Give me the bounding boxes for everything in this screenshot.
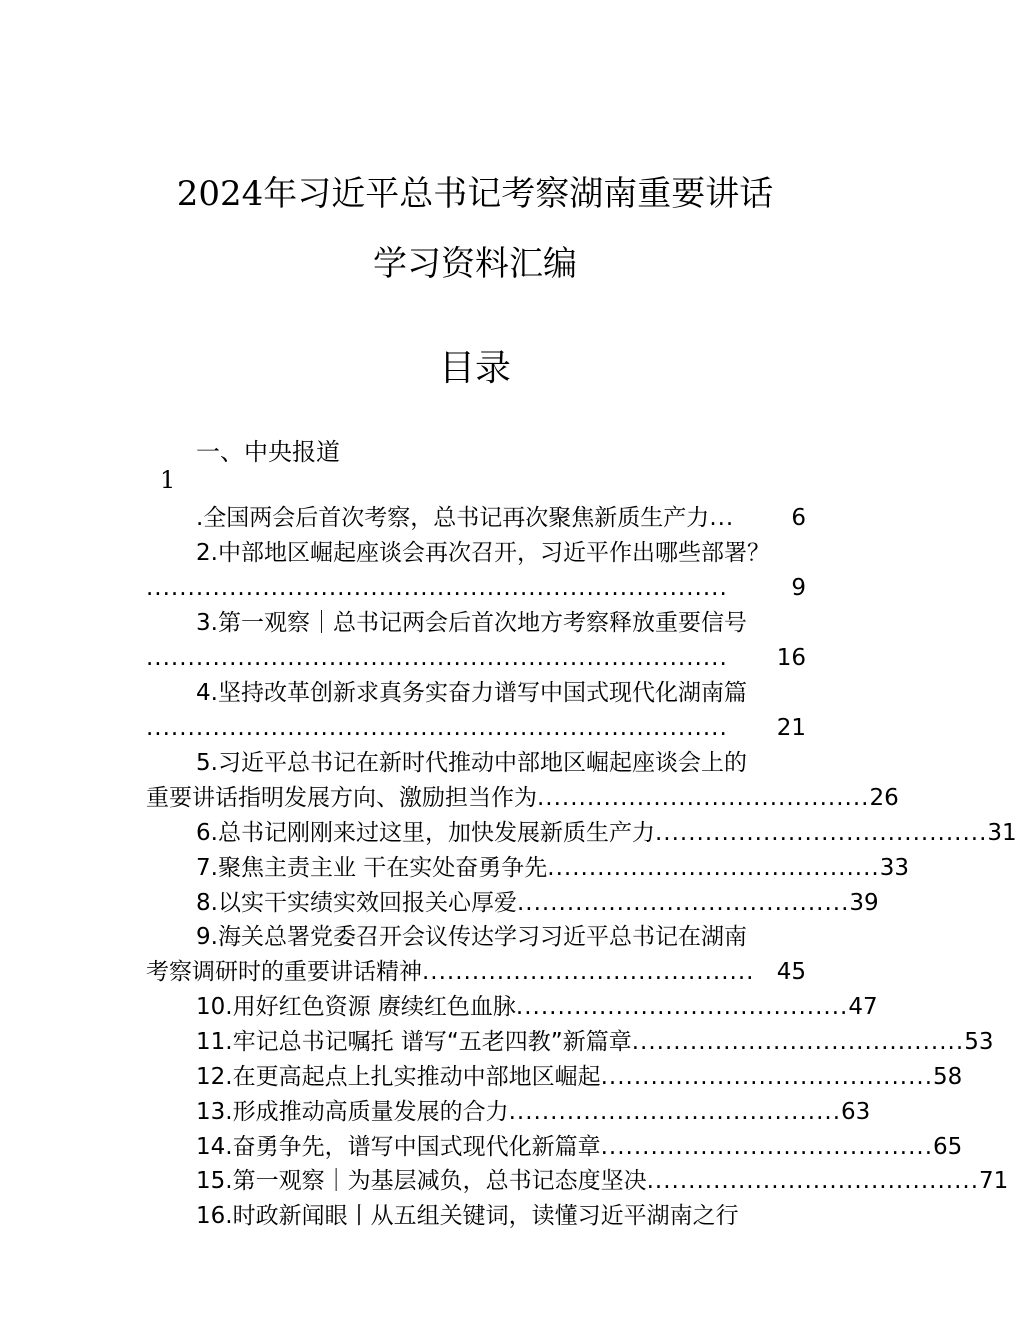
toc-entry-title: 16.时政新闻眼丨从五组关键词，读懂习近平湖南之行 bbox=[196, 1203, 739, 1229]
toc-page-number: 31 bbox=[987, 820, 1017, 846]
toc-entry-15[interactable] bbox=[196, 1164, 1009, 1198]
toc-entry-9-cont[interactable] bbox=[146, 955, 806, 989]
toc-page-number: 16 bbox=[776, 645, 806, 671]
toc-entry-title: 2.中部地区崛起座谈会再次召开，习近平作出哪些部署？ bbox=[196, 540, 770, 566]
toc-entry-title: 6.总书记刚刚来过这里，加快发展新质生产力 bbox=[196, 820, 655, 846]
toc-leader-dots: ...................................................................... bbox=[146, 715, 728, 741]
toc-page-number: 63 bbox=[841, 1099, 871, 1125]
toc-entry-title: 8.以实干实绩实效回报关心厚爱 bbox=[196, 890, 517, 916]
toc-entry-title: 13.形成推动高质量发展的合力 bbox=[196, 1099, 509, 1125]
toc-entry-5[interactable] bbox=[196, 746, 806, 780]
toc-heading: 目录 bbox=[438, 348, 511, 389]
document-title-line1: 2024年习近平总书记考察湖南重要讲话 bbox=[176, 174, 774, 214]
toc-entry-6[interactable] bbox=[196, 816, 1017, 850]
toc-entry-3[interactable] bbox=[196, 606, 806, 640]
toc-leader-dots: ........................................ bbox=[508, 1099, 842, 1125]
toc-entry-2[interactable] bbox=[196, 536, 806, 570]
toc-leader-dots: ........................................ bbox=[515, 994, 849, 1020]
toc-entry-16[interactable] bbox=[196, 1199, 806, 1233]
toc-entry-8[interactable] bbox=[196, 886, 879, 920]
toc-page-number: 26 bbox=[869, 785, 899, 811]
toc-entry-title: 5.习近平总书记在新时代推动中部地区崛起座谈会上的 bbox=[196, 750, 747, 776]
toc-page-number: 45 bbox=[776, 959, 806, 985]
page-marker: 1 bbox=[160, 466, 176, 494]
toc-entry-title: 3.第一观察｜总书记两会后首次地方考察释放重要信号 bbox=[196, 610, 747, 636]
document-title-line2: 学习资料汇编 bbox=[373, 244, 577, 284]
toc-leader-dots: ...................................................................... bbox=[146, 575, 728, 601]
toc-page-number: 53 bbox=[964, 1029, 994, 1055]
toc-entry-3-leader[interactable] bbox=[146, 641, 806, 675]
toc-leader-dots: ........................................ bbox=[516, 890, 850, 916]
toc-page-number: 58 bbox=[933, 1064, 963, 1090]
toc-entry-2-leader[interactable] bbox=[146, 571, 806, 605]
toc-leader-dots: ........................................ bbox=[537, 785, 870, 811]
toc-entry-title: 4.坚持改革创新求真务实奋力谱写中国式现代化湖南篇 bbox=[196, 680, 747, 706]
toc-page-number: 47 bbox=[848, 994, 878, 1020]
toc-entry-title: .全国两会后首次考察，总书记再次聚焦新质生产力 bbox=[196, 505, 710, 531]
section-heading: 一、中央报道 bbox=[196, 438, 340, 466]
toc-entry-12[interactable] bbox=[196, 1060, 963, 1094]
toc-page-number: 9 bbox=[791, 575, 806, 601]
toc-entry-7[interactable] bbox=[196, 851, 909, 885]
toc-entry-1[interactable] bbox=[196, 501, 806, 535]
toc-leader-dots: ........................................ bbox=[600, 1134, 934, 1160]
toc-leader-dots: ........................................ bbox=[654, 820, 988, 846]
toc-page-number: 65 bbox=[933, 1134, 963, 1160]
toc-entry-11[interactable] bbox=[196, 1025, 994, 1059]
toc-entry-4-leader[interactable] bbox=[146, 711, 806, 745]
toc-entry-title: 15.第一观察｜为基层减负，总书记态度坚决 bbox=[196, 1168, 647, 1194]
toc-entry-title: 11.牢记总书记嘱托 谱写“五老四教”新篇章 bbox=[196, 1029, 632, 1055]
toc-entry-title: 9.海关总署党委召开会议传达学习习近平总书记在湖南 bbox=[196, 924, 747, 950]
toc-leader-dots: ........................................ bbox=[422, 959, 755, 985]
toc-entry-title: 10.用好红色资源 赓续红色血脉 bbox=[196, 994, 516, 1020]
toc-page-number: 39 bbox=[849, 890, 879, 916]
toc-entry-4[interactable] bbox=[196, 676, 806, 710]
toc-leader-dots: ........................................ bbox=[646, 1168, 980, 1194]
toc-page-number: 21 bbox=[776, 715, 806, 741]
toc-leader-dots: ........................................ bbox=[547, 855, 880, 881]
toc-entry-title: 7.聚焦主责主业 干在实处奋勇争先 bbox=[196, 855, 548, 881]
toc-entry-14[interactable] bbox=[196, 1130, 963, 1164]
toc-entry-title: 14.奋勇争先，谱写中国式现代化新篇章 bbox=[196, 1134, 601, 1160]
toc-leader-dots: ........................................ bbox=[631, 1029, 965, 1055]
toc-leader-dots: ........................................ bbox=[600, 1064, 934, 1090]
toc-entry-9[interactable] bbox=[196, 920, 806, 954]
toc-page-number: 6 bbox=[791, 505, 806, 531]
toc-entry-title: 12.在更高起点上扎实推动中部地区崛起 bbox=[196, 1064, 601, 1090]
toc-page-number: 33 bbox=[879, 855, 909, 881]
toc-entry-10[interactable] bbox=[196, 990, 878, 1024]
toc-entry-13[interactable] bbox=[196, 1095, 871, 1129]
toc-entry-5-cont[interactable] bbox=[146, 781, 899, 815]
toc-page-number: 71 bbox=[979, 1168, 1009, 1194]
toc-leader-dots: ...................................................................... bbox=[146, 645, 728, 671]
toc-entry-title-cont: 考察调研时的重要讲话精神 bbox=[146, 959, 422, 985]
toc-leader-dots: ... bbox=[709, 505, 735, 531]
toc-entry-title-cont: 重要讲话指明发展方向、激励担当作为 bbox=[146, 785, 537, 811]
